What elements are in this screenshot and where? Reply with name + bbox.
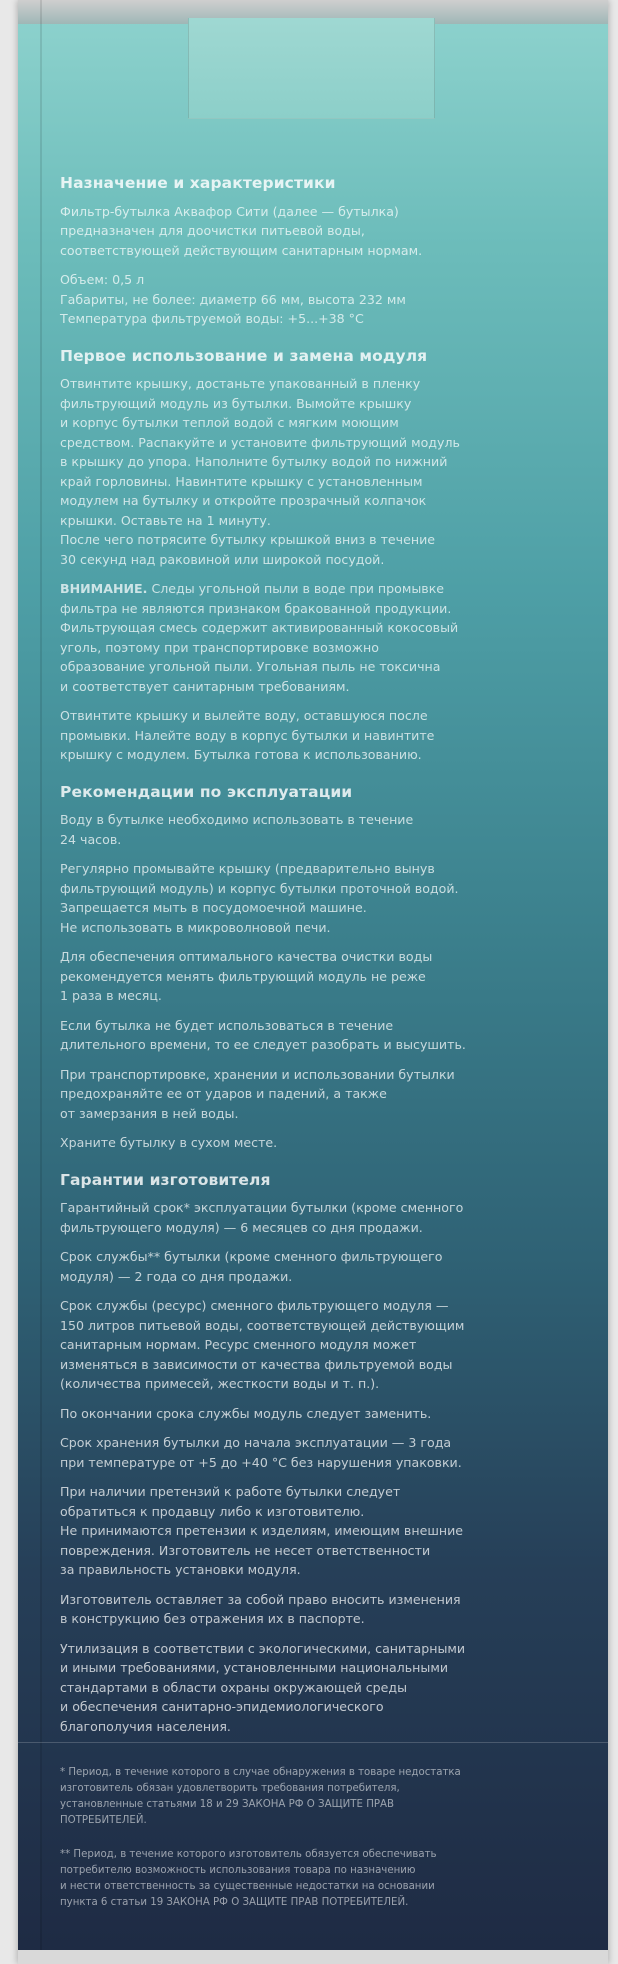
paragraph: Срок службы** бутылки (кроме сменного фильтрующего модуля) — 2 года со дня продажи. bbox=[60, 1249, 443, 1284]
section-first-use bbox=[60, 347, 570, 765]
paragraph: Срок службы (ресурс) сменного фильтрующего модуля — 150 литров питьевой воды, соответствующей действующим санитарным нормам. Ресурс сменного модуля может изменяться в зависимости от качества фильтруемой воды (количества примесей, жесткости воды и т. п.). bbox=[60, 1298, 465, 1391]
paragraph: Изготовитель оставляет за собой право вносить изменения в конструкцию без отражения их в паспорте. bbox=[60, 1591, 461, 1626]
paragraph: Для обеспечения оптимального качества очистки воды рекомендуется менять фильтрующий модуль не реже 1 раза в месяц. bbox=[60, 949, 433, 1003]
section-title: Рекомендации по эксплуатации bbox=[60, 782, 353, 801]
section-purpose bbox=[60, 174, 570, 329]
package-bottom-edge bbox=[18, 1950, 608, 1964]
paragraph: При наличии претензий к работе бутылки следует обратиться к продавцу либо к изготовителю. Не принимаются претензии к изделиям, имеющим внешние повреждения. Изготовитель не несет ответственности за правильность установки модуля. bbox=[60, 1484, 464, 1577]
paragraph: Срок хранения бутылки до начала эксплуатации — 3 года при температуре от +5 до +40 °С без нарушения упаковки. bbox=[60, 1435, 462, 1470]
paragraph: Воду в бутылке необходимо использовать в течение 24 часов. bbox=[60, 812, 414, 847]
section-title: Назначение и характеристики bbox=[60, 174, 336, 192]
package-seam bbox=[40, 0, 42, 1964]
section-recommendations bbox=[60, 783, 570, 1153]
warning-label: ВНИМАНИЕ. bbox=[60, 581, 148, 596]
section-warranty bbox=[60, 1171, 570, 1737]
divider bbox=[18, 1742, 608, 1743]
instructions-text bbox=[60, 174, 570, 1754]
package-tuck-tab bbox=[188, 18, 435, 119]
paragraph: Если бутылка не будет использоваться в течение длительного времени, то ее следует разобрать и высушить. bbox=[60, 1017, 466, 1052]
paragraph: Утилизация в соответствии с экологическими, санитарными и иными требованиями, установленными национальными стандартами в области охраны окружающей среды и обеспечения санитарно-эпидемиологического благополучия населения. bbox=[60, 1640, 466, 1734]
section-title: Первое использование и замена модуля bbox=[60, 346, 428, 365]
paragraph: При транспортировке, хранении и использовании бутылки предохраняйте ее от ударов и падений, а также от замерзания в ней воды. bbox=[60, 1066, 455, 1121]
footnote: ** Период, в течение которого изготовитель обязуется обеспечивать потребителю возможность использования товара по назначению и нести ответственность за существенные недостатки на основании пункта 6 статьи 19 ЗАКОНА РФ О ЗАЩИТЕ ПРАВ ПОТРЕБИТЕЛЕЙ. bbox=[60, 1849, 437, 1908]
paragraph: Отвинтите крышку, достаньте упакованный в пленку фильтрующий модуль из бутылки. Вымойте крышку и корпус бутылки теплой водой с мягким моющим средством. Распакуйте и установите фильтрующий модуль в крышку до упора. Наполните бутылку водой по нижний край горловины. Навинтите крышку с установленным модулем на бутылку и откройте прозрачный колпачок крышки. Оставьте на 1 минуту. После чего потрясите бутылку крышкой вниз в течение 30 секунд над раковиной или широкой посудой. bbox=[60, 376, 460, 567]
paragraph: ВНИМАНИЕ. Следы угольной пыли в воде при промывке фильтра не являются признаком бракованной продукции. Фильтрующая смесь содержит активированный кокосовый уголь, поэтому при транспортировке возможно образование угольной пыли. Угольная пыль не токсична и соответствует санитарным требованиям. bbox=[60, 581, 459, 694]
footnote: * Период, в течение которого в случае обнаружения в товаре недостатка изготовитель обязан удовлетворить требования потребителя, установленные статьями 18 и 29 ЗАКОНА РФ О ЗАЩИТЕ ПРАВ ПОТРЕБИТЕЛЕЙ. bbox=[60, 1767, 461, 1826]
section-title: Гарантии изготовителя bbox=[60, 1170, 271, 1189]
paragraph: По окончании срока службы модуль следует заменить. bbox=[60, 1405, 432, 1421]
paragraph: Гарантийный срок* эксплуатации бутылки (кроме сменного фильтрующего модуля) — 6 месяцев со дня продажи. bbox=[60, 1200, 464, 1235]
paragraph: Регулярно промывайте крышку (предварительно вынув фильтрующий модуль) и корпус бутылки проточной водой. Запрещается мыть в посудомоечной машине. Не использовать в микроволновой печи. bbox=[60, 861, 459, 935]
paragraph: Фильтр-бутылка Аквафор Сити (далее — бутылка) предназначен для доочистки питьевой воды, соответствующей действующим санитарным нормам. bbox=[60, 203, 423, 258]
paragraph: Отвинтите крышку и вылейте воду, оставшуюся после промывки. Налейте воду в корпус бутылки и навинтите крышку с модулем. Бутылка готова к использованию. bbox=[60, 708, 435, 762]
footnotes bbox=[60, 1765, 580, 1929]
paragraph: Храните бутылку в сухом месте. bbox=[60, 1135, 278, 1150]
paragraph: Объем: 0,5 л Габариты, не более: диаметр 66 мм, высота 232 мм Температура фильтруемой воды: +5...+38 °С bbox=[60, 272, 406, 326]
